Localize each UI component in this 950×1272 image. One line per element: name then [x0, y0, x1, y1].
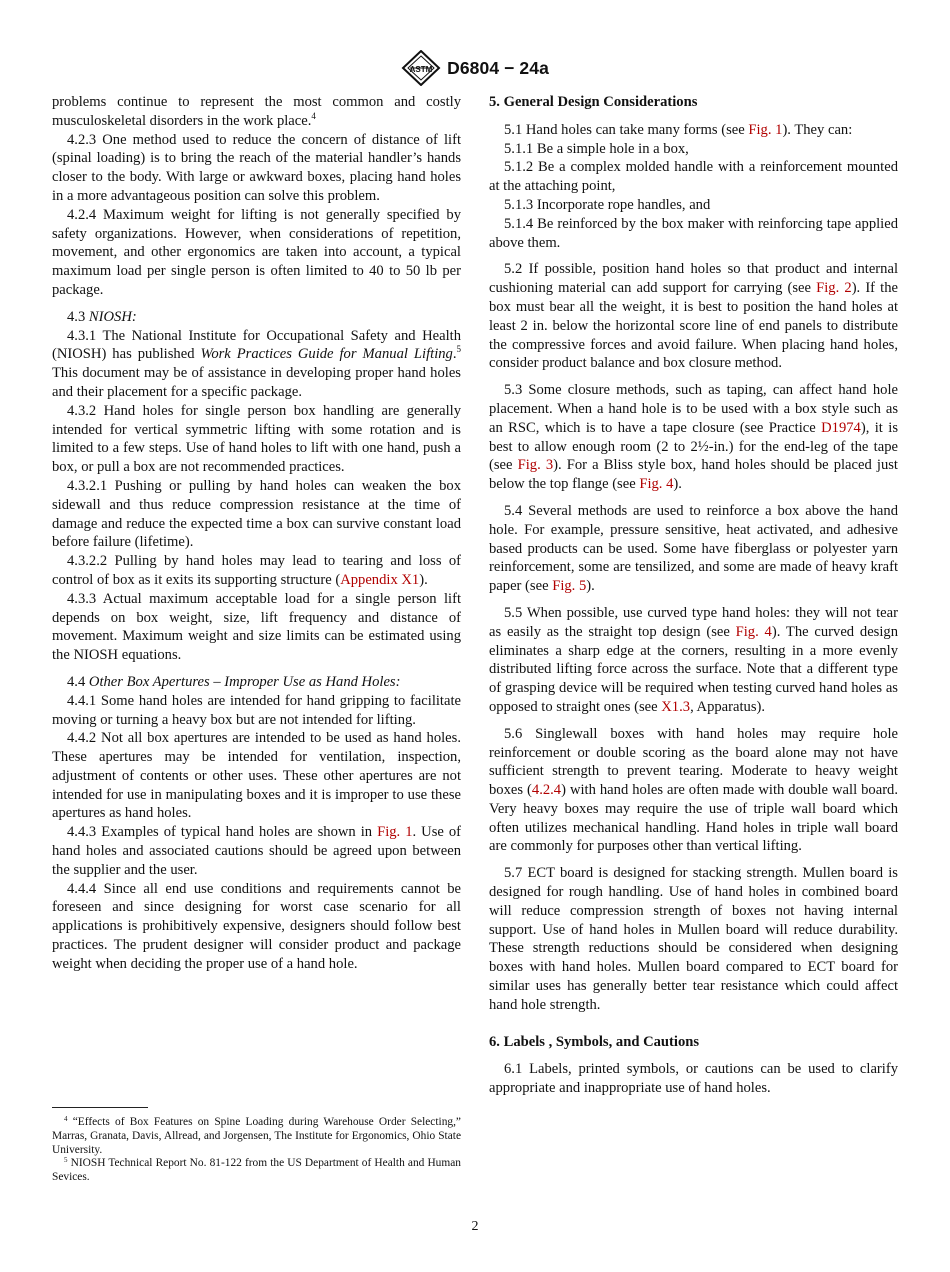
- fig-4-link[interactable]: Fig. 4: [735, 623, 772, 640]
- fig-3-link[interactable]: Fig. 3: [517, 457, 554, 474]
- page-header: [0, 48, 950, 88]
- appendix-x1-link[interactable]: Appendix X1: [340, 571, 420, 588]
- paragraph-4-2-2-continued: problems continue to represent the most common and costly musculoskeletal disorders in the work place.$^4$: [52, 94, 461, 129]
- document-designation: D6804 − 24a: [447, 57, 549, 78]
- paragraph-4-4-1: 4.4.1 Some hand holes are intended for hand gripping to facilitate moving or turning a heavy box but are not intended for lifting.: [52, 692, 461, 728]
- x1-3-link[interactable]: X1.3: [661, 698, 691, 715]
- paragraph-5-1: 5.1 Hand holes can take many forms (see Fig. 1). They can:: [504, 121, 853, 138]
- paragraph-4-4-4: 4.4.4 Since all end use conditions and requirements cannot be foreseen and since designing for worst case scenario for all applications is prohibitively expensive, designers should follow best practices. The prudent designer will consider product and package weight when deciding the proper use of a hand hole.: [52, 880, 461, 972]
- fig-2-link[interactable]: Fig. 2: [816, 280, 852, 297]
- paragraph-5-5: 5.5 When possible, use curved type hand holes: they will not tear as easily as the straight top design (see Fig. 4). The curved design eliminates a sharp edge at the corners, resulting in a more evenly distributed lifting force across the surface. Note that a different type of grasping device will be required when testing curved hand holes as opposed to straight ones (see X1.3, Apparatus).: [489, 604, 899, 715]
- right-column: [489, 93, 898, 1098]
- heading-4-3: 4.3 NIOSH:: [67, 308, 137, 325]
- paragraph-5-1-1: 5.1.1 Be a simple hole in a box,: [504, 140, 689, 157]
- page-number: 2: [471, 1219, 479, 1234]
- footnotes: [52, 1107, 461, 1185]
- paragraph-6-1: 6.1 Labels, printed symbols, or cautions can be used to clarify appropriate and inappropriate use of hand holes.: [489, 1061, 898, 1097]
- paragraph-5-1-2: 5.1.2 Be a complex molded handle with a reinforcement mounted at the attaching point,: [489, 159, 898, 195]
- paragraph-4-2-4: 4.2.4 Maximum weight for lifting is not generally specified by safety organizations. However, when considerations of repetition, movement, and other ergonomics are taken into account, a typical maximum load per single person is often limited to 40 to 50 lb per package.: [52, 206, 461, 298]
- paragraph-4-4-2: 4.4.2 Not all box apertures are intended to be used as hand holes. These apertures may be intended for ventilation, inspection, adjustment of contents or other uses. These other apertures are not intended for use in manipulating boxes and it is improper to use these apertures as hand holes.: [52, 730, 461, 822]
- paragraph-5-1-3: 5.1.3 Incorporate rope handles, and: [504, 196, 711, 213]
- footnote-4: $^4$ “Effects of Box Features on Spine Loading during Warehouse Order Selecting,” Marras, Granata, Davis, Allread, and Jorgensen, The Institute for Ergonomics, Ohio State University.: [52, 1115, 461, 1156]
- paragraph-5-2: 5.2 If possible, position hand holes so that product and internal cushioning material can add support for carrying (see Fig. 2). If the box must bear all the weight, it is best to position the hand holes at least 2 in. below the horizontal score line of end panels to distribute the compressive forces and avoid failure. When placing hand holes, consider product balance and box closure method.: [489, 261, 899, 372]
- paragraph-4-3-3: 4.3.3 Actual maximum acceptable load for a single person lift depends on box weight, size, lift frequency and distance of movement. Maximum weight and size limits can be estimated using the NIOSH equations.: [52, 590, 461, 664]
- svg-text:ASTM: ASTM: [409, 65, 433, 74]
- section-4-2-4-link[interactable]: 4.2.4: [531, 782, 562, 799]
- paragraph-4-2-3: 4.2.3 One method used to reduce the concern of distance of lift (spinal loading) is to bring the reach of the material handler’s hands closer to the body. With large or awkward boxes, placing hand holes in a more advantageous position can solve this problem.: [52, 131, 461, 204]
- paragraph-4-3-2-1: 4.3.2.1 Pushing or pulling by hand holes can weaken the box sidewall and thus reduce compression resistance at the time of damage and reduce the expected time a box can survive constant load before failure (lifetime).: [52, 477, 461, 551]
- d1974-link[interactable]: D1974: [821, 419, 861, 436]
- fig-1-link[interactable]: Fig. 1: [748, 121, 783, 138]
- fig-1-link[interactable]: Fig. 1: [377, 824, 413, 841]
- paragraph-5-3: 5.3 Some closure methods, such as taping, can affect hand hole placement. When a hand hole is to be used with a box style such as an RSC, which is to have a tape closure (see Practice D1974), it is best to allow enough room (2 to 2½-in.) for the end-leg of the tape (see Fig. 3). For a Bliss style box, hand holes should be placed just below the top flange (see Fig. 4).: [489, 382, 898, 493]
- footnote-divider: [52, 1107, 148, 1108]
- paragraph-5-4: 5.4 Several methods are used to reinforce a box above the hand hole. For example, pressure sensitive, heat activated, and adhesive based products can be used. Some have fiberglass or polyester yarn reinforcement, some are tensilized, and some are made of heavy kraft paper (see Fig. 5).: [489, 502, 898, 595]
- footnote-5: $^5$ NIOSH Technical Report No. 81-122 from the US Department of Health and Human Sevices.: [52, 1156, 461, 1184]
- fig-5-link[interactable]: Fig. 5: [552, 578, 587, 595]
- footnote-ref-4[interactable]: 4: [311, 110, 316, 121]
- paragraph-5-1-4: 5.1.4 Be reinforced by the box maker with reinforcing tape applied above them.: [489, 215, 898, 251]
- fig-4-link[interactable]: Fig. 4: [639, 476, 674, 493]
- paragraph-4-4-3: 4.4.3 Examples of typical hand holes are shown in Fig. 1. Use of hand holes and associated cautions should be agreed upon between the supplier and the user.: [52, 824, 462, 878]
- paragraph-4-3-2: 4.3.2 Hand holes for single person box handling are generally intended for vertical symmetric lifting with some rotation and is limited to a few steps. Use of hand holes to lift with one hand, push a box, or pull a box are not recommended practices.: [52, 402, 461, 476]
- left-column: [52, 93, 461, 974]
- section-6-heading: 6. Labels , Symbols, and Cautions: [489, 1033, 700, 1050]
- footnote-ref-5[interactable]: 5: [456, 344, 461, 355]
- paragraph-4-3-2-2: 4.3.2.2 Pulling by hand holes may lead to tearing and loss of control of box as it exits its supporting structure (Appendix X1).: [52, 553, 461, 588]
- astm-logo-icon: [401, 50, 441, 86]
- paragraph-5-6: 5.6 Singlewall boxes with hand holes may require hole reinforcement or double scoring as the board alone may not have sufficient strength to prevent tearing. Moderate to heavy weight boxes (4.2.4) with hand holes are often made with double wall board. Very heavy boxes may require the use of triple wall board which often utilizes mechanical handling. Hand holes in triple wall board are commonly for purposes other than vertical lifting.: [489, 725, 898, 855]
- paragraph-5-7: 5.7 ECT board is designed for stacking strength. Mullen board is designed for rough handling. Use of hand holes in combined board will reduce compression strength of boxes not having internal support. Use of hand holes in Mullen board will reduce durability. These strength reductions should be considered when designing boxes with hand holes. Mullen board compared to ECT board for similar uses has generally better tear resistance which could affect hand hole strength.: [489, 865, 898, 1013]
- paragraph-4-3-1: 4.3.1 The National Institute for Occupational Safety and Health (NIOSH) has published Work Practices Guide for Manual Lifting.$^5$ This document may be of assistance in developing proper hand holes and their placement for a specific package.: [52, 327, 461, 400]
- section-5-heading: 5. General Design Considerations: [489, 94, 698, 110]
- heading-4-4: 4.4 Other Box Apertures – Improper Use as Hand Holes:: [67, 673, 401, 690]
